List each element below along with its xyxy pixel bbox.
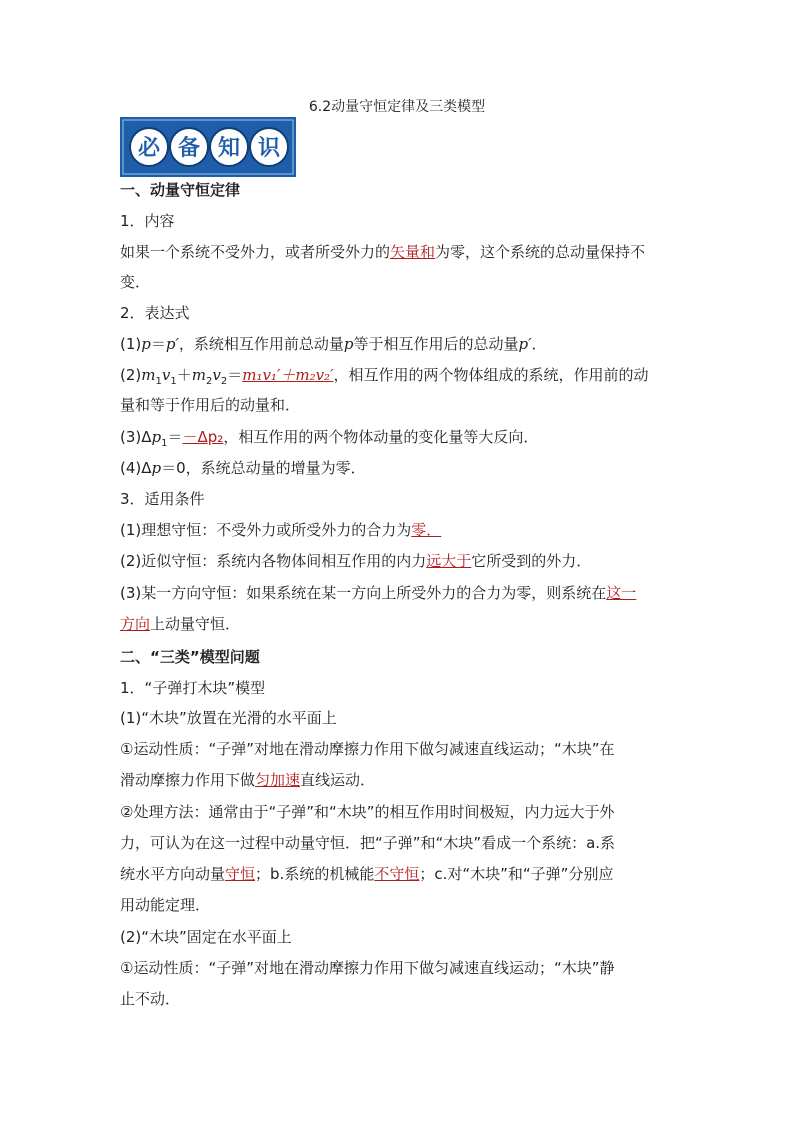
text-span: 统水平方向动量 bbox=[120, 865, 226, 883]
text-span: ，系统相互作用前总动量 bbox=[178, 335, 344, 353]
method-line-3 bbox=[120, 863, 680, 885]
method-line-2: 力，可认为在这一过程中动量守恒．把“子弹”和“木块”看成一个系统：a.系 bbox=[120, 834, 616, 852]
condition-3-cont bbox=[120, 613, 680, 635]
text-span: ＝0，系统总动量的增量为零． bbox=[161, 459, 366, 477]
fill-blank: 不守恒 bbox=[374, 865, 420, 883]
model-subheading-2: (2)“木块”固定在水平面上 bbox=[120, 928, 292, 946]
fill-blank: 方向 bbox=[120, 615, 151, 633]
fill-blank: 这一 bbox=[606, 584, 637, 602]
subscript: 1 bbox=[161, 438, 168, 449]
text-span: (3)某一方向守恒：如果系统在某一方向上所受外力的合力为零，则系统在 bbox=[120, 584, 607, 602]
section-heading-1: 一、动量守恒定律 bbox=[120, 181, 241, 199]
fill-blank: 守恒 bbox=[225, 865, 256, 883]
text-span: ＋ bbox=[176, 366, 192, 384]
text-span: ；c.对“木块”和“子弹”分别应 bbox=[419, 865, 614, 883]
text-span: 它所受到的外力． bbox=[471, 552, 592, 570]
math-var: m bbox=[141, 366, 156, 384]
condition-2 bbox=[120, 550, 680, 572]
method-line-1: ②处理方法：通常由于“子弹”和“木块”的相互作用时间极短，内力远大于外 bbox=[120, 803, 615, 821]
condition-1 bbox=[120, 519, 680, 541]
text-span: 直线运动． bbox=[300, 771, 376, 789]
item-heading-expression: 2．表达式 bbox=[120, 304, 190, 322]
content-line-1 bbox=[120, 241, 680, 263]
math-var: p′ bbox=[165, 335, 179, 353]
text-span: ＝ bbox=[167, 428, 183, 446]
subscript: 2 bbox=[220, 376, 228, 387]
expression-2 bbox=[120, 364, 680, 386]
banner-char-2: 备 bbox=[177, 136, 201, 161]
banner-char-4: 识 bbox=[257, 136, 281, 161]
item-heading-conditions: 3．适用条件 bbox=[120, 490, 205, 508]
motion-line-2 bbox=[120, 769, 680, 791]
subscript: 1 bbox=[170, 376, 177, 387]
text-span: (2)近似守恒：系统内各物体间相互作用的内力 bbox=[120, 552, 427, 570]
text-span: ；b.系统的机械能 bbox=[255, 865, 375, 883]
text-span: (2) bbox=[120, 366, 142, 384]
text-span: 为零，这个系统的总动量保持不 bbox=[435, 243, 646, 261]
fill-blank: 远大于 bbox=[426, 552, 472, 570]
text-span: (1) bbox=[120, 335, 142, 353]
banner-bi-bei-zhi-shi bbox=[120, 117, 296, 177]
method-line-4: 用动能定理． bbox=[120, 896, 211, 914]
banner-graphic bbox=[120, 117, 296, 177]
math-var: v bbox=[212, 366, 221, 384]
expression-4 bbox=[120, 457, 680, 479]
content-line-2: 变． bbox=[120, 273, 151, 291]
expression-2-cont: 量和等于作用后的动量和． bbox=[120, 396, 301, 414]
text-span: 等于相互作用后的总动量 bbox=[353, 335, 519, 353]
model-heading-1: 1．“子弹打木块”模型 bbox=[120, 679, 266, 697]
text-span: (3)Δ bbox=[120, 428, 152, 446]
math-var: p bbox=[151, 459, 162, 477]
banner-char-3: 知 bbox=[217, 136, 241, 161]
fill-blank: m₁v₁′＋m₂v₂′ bbox=[242, 366, 334, 384]
item-heading-content: 1．内容 bbox=[120, 212, 175, 230]
condition-3 bbox=[120, 582, 680, 604]
text-span: 如果一个系统不受外力，或者所受外力的 bbox=[120, 243, 391, 261]
subscript: 2 bbox=[205, 376, 213, 387]
math-var: p bbox=[151, 428, 162, 446]
math-var: v bbox=[161, 366, 171, 384]
page-title: 6.2动量守恒定律及三类模型 bbox=[308, 99, 486, 115]
fill-blank: 匀加速 bbox=[255, 771, 301, 789]
expression-1 bbox=[120, 333, 680, 355]
model-subheading-1: (1)“木块”放置在光滑的水平面上 bbox=[120, 709, 337, 727]
text-span: 上动量守恒． bbox=[150, 615, 241, 633]
math-var: p bbox=[141, 335, 151, 353]
text-span: (4)Δ bbox=[120, 459, 152, 477]
fixed-motion-line-2: 止不动． bbox=[120, 990, 181, 1008]
text-span: ＝ bbox=[227, 366, 243, 384]
text-span: ． bbox=[531, 335, 547, 353]
banner-char-1: 必 bbox=[137, 136, 161, 161]
text-span: ，相互作用的两个物体动量的变化量等大反向． bbox=[223, 428, 539, 446]
text-span: ，相互作用的两个物体组成的系统，作用前的动 bbox=[333, 366, 649, 384]
section-heading-2: 二、“三类”模型问题 bbox=[120, 648, 260, 666]
fill-blank: 矢量和 bbox=[390, 243, 436, 261]
subscript: 1 bbox=[155, 376, 162, 387]
text-span: 滑动摩擦力作用下做 bbox=[120, 771, 256, 789]
motion-line-1: ①运动性质：“子弹”对地在滑动摩擦力作用下做匀减速直线运动；“木块”在 bbox=[120, 740, 615, 758]
expression-3 bbox=[120, 426, 680, 448]
math-var: p bbox=[343, 335, 354, 353]
math-var: p′ bbox=[518, 335, 532, 353]
text-span: ＝ bbox=[150, 335, 166, 353]
math-var: m bbox=[191, 366, 206, 384]
fill-blank: －Δp₂ bbox=[182, 428, 224, 446]
fill-blank: 零． bbox=[411, 521, 442, 539]
text-span: (1)理想守恒：不受外力或所受外力的合力为 bbox=[120, 521, 412, 539]
fixed-motion-line-1: ①运动性质：“子弹”对地在滑动摩擦力作用下做匀减速直线运动；“木块”静 bbox=[120, 959, 615, 977]
